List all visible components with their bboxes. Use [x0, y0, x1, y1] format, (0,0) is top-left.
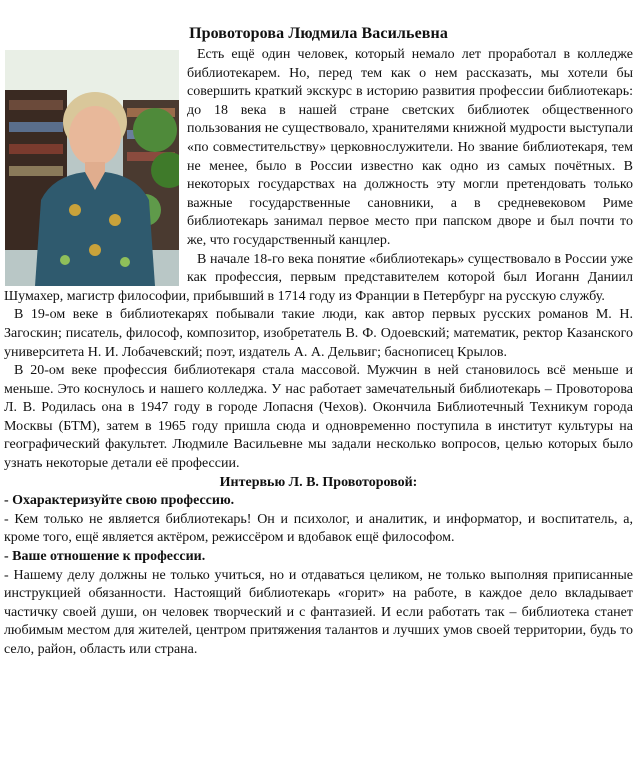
question-1: - Охарактеризуйте свою профессию. [4, 493, 235, 509]
plant [133, 108, 177, 152]
portrait-image [5, 50, 179, 286]
paragraph-19th-century: В 19-ом веке в библиотекарях побывали такие люди, как автор первых русских романов М. Н. Загоскин; писатель, философ, композитор, изобретатель В. Ф. Одоевский; математик, ректор Казанского университета Н. И. Лобачевский; поэт, издатель А. А. Дельвиг; баснописец Крылов. [4, 307, 633, 360]
question-2: - Ваше отношение к профессии. [4, 549, 206, 565]
intro-paragraph: Есть ещё один человек, который немало лет проработал в колледже библиотекарем. Но, перед тем как о нем рассказать, мы хотели бы совершить краткий экскурс в историю развития профессии библиотекарь: до 18 века в нашей стране светских библиотек общественного пользования не существовало, хранителями книжной мудрости выступали «по совместительству» церковнослужители. Но звание библиотекаря, тем не менее, было в России известно как одно из самых почётных. В некоторых государствах на должность эту могли претендовать только важные государственные сановники, а в средневековом Риме библиотекарь занимал первое место при папском дворе и был почти то же, что государственный канцлер. [187, 47, 633, 248]
face [69, 106, 121, 166]
librarian-photo [5, 50, 179, 286]
paragraph-20th-century: В 20-ом веке профессия библиотекаря стала массовой. Мужчин в ней становилось всё меньше и меньше. Это коснулось и нашего колледжа. У нас работает замечательный библиотекарь – Провоторова Л. В. Родилась она в 1947 году в городе Лопасня (Чехов). Окончила Библиотечный Техникум города Москвы (БТМ), затем в 1965 году пришла сюда и одновременно поступила в институт культуры на географический факультет. Людмиле Васильевне мы задали несколько вопросов, целью которых было узнать некоторые детали её профессии. [4, 363, 633, 472]
article-title: Провоторова Людмила Васильевна [189, 25, 448, 42]
answer-1: - Кем только не является библиотекарь! Он и психолог, и аналитик, и информатор, и воспитатель, а, кроме того, ещё является актёром, режиссёром и вдобавок ещё философом. [4, 511, 633, 546]
interview-heading: Интервью Л. В. Провоторовой: [219, 474, 418, 490]
paragraph-18th-century: В начале 18-го века понятие «библиотекарь» существовало в России уже как профессия, первым представителем которой был Иоганн Даниил Шумахер, магистр философии, прибывший в 1714 году из Франции в Петербург на русскую службу. [4, 251, 633, 304]
answer-2: - Нашему делу должны не только учиться, но и отдаваться целиком, не только выполняя приписанные инструкцией обязанности. Настоящий библиотекарь «горит» на работе, в каждое дело вкладывает частичку своей души, он человек творческий и с фантазией. И если работать так – библиотека станет любимым местом для жителей, центром притяжения талантов и лучших умов своей территории, будь то село, район, область или страна. [4, 567, 633, 657]
